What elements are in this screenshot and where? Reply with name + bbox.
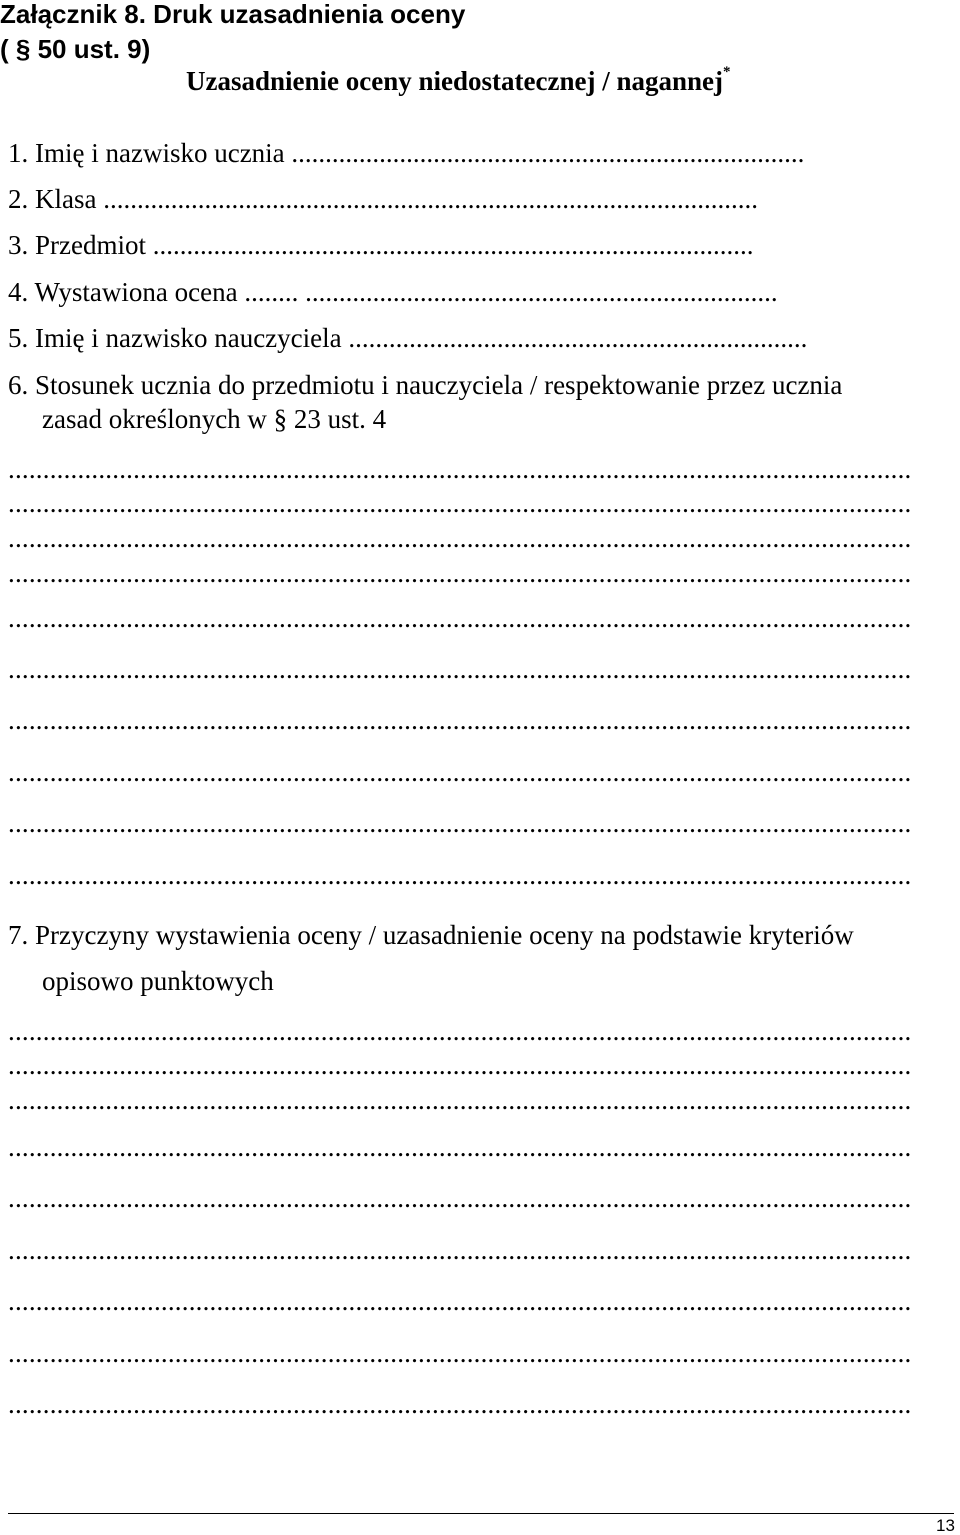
footnote-mark: * <box>722 64 731 80</box>
page-number: 13 <box>936 1516 955 1535</box>
answer-line[interactable]: .................................................................................................................................. <box>8 1391 912 1418</box>
answer-line[interactable]: .................................................................................................................................. <box>8 1340 912 1367</box>
answer-line[interactable]: .................................................................................................................................. <box>8 456 912 483</box>
answer-line[interactable]: .................................................................................................................................. <box>8 1087 912 1114</box>
field-label: 4. Wystawiona ocena <box>8 277 245 307</box>
attachment-heading: Załącznik 8. Druk uzasadnienia oceny <box>0 0 466 29</box>
section-6-heading-cont: zasad określonych w § 23 ust. 4 <box>42 404 387 434</box>
form-title <box>186 64 731 96</box>
fill-dots: .................................................................... <box>348 323 808 353</box>
answer-line[interactable]: .................................................................................................................................. <box>8 810 912 837</box>
field-subject <box>8 232 948 259</box>
field-grade <box>8 279 948 306</box>
fill-dots: ............................................................................ <box>291 138 805 168</box>
answer-line[interactable]: .................................................................................................................................. <box>8 525 912 552</box>
field-student-name <box>8 140 948 167</box>
form-title-text: Uzasadnienie oceny niedostatecznej / nagannej <box>186 66 723 96</box>
answer-line[interactable]: .................................................................................................................................. <box>8 1018 912 1045</box>
answer-line[interactable]: .................................................................................................................................. <box>8 1134 912 1161</box>
answer-line[interactable]: .................................................................................................................................. <box>8 862 912 889</box>
field-label: 2. Klasa <box>8 184 104 214</box>
field-class <box>8 186 948 213</box>
section-7-heading-cont: opisowo punktowych <box>42 966 274 996</box>
section-7-heading: 7. Przyczyny wystawienia oceny / uzasadnienie oceny na podstawie kryteriów <box>8 920 854 950</box>
answer-line[interactable]: .................................................................................................................................. <box>8 490 912 517</box>
section-6-heading: 6. Stosunek ucznia do przedmiotu i nauczyciela / respektowanie przez ucznia <box>8 370 843 400</box>
answer-line[interactable]: .................................................................................................................................. <box>8 759 912 786</box>
fill-dots: ......................................................................................... <box>152 230 754 260</box>
fill-dots: ................................................................................................. <box>103 184 758 214</box>
answer-line[interactable]: .................................................................................................................................. <box>8 1288 912 1315</box>
fill-dots: ........ ...................................................................... <box>244 277 778 307</box>
attachment-reference: ( § 50 ust. 9) <box>0 34 151 64</box>
answer-line[interactable]: .................................................................................................................................. <box>8 1237 912 1264</box>
answer-line[interactable]: .................................................................................................................................. <box>8 560 912 587</box>
field-label: 5. Imię i nazwisko nauczyciela <box>8 323 349 353</box>
answer-line[interactable]: .................................................................................................................................. <box>8 656 912 683</box>
answer-line[interactable]: .................................................................................................................................. <box>8 707 912 734</box>
answer-line[interactable]: .................................................................................................................................. <box>8 1052 912 1079</box>
footer-divider <box>8 1513 954 1514</box>
field-teacher-name <box>8 325 948 352</box>
field-label: 3. Przedmiot <box>8 230 153 260</box>
answer-line[interactable]: .................................................................................................................................. <box>8 605 912 632</box>
field-label: 1. Imię i nazwisko ucznia <box>8 138 292 168</box>
answer-line[interactable]: .................................................................................................................................. <box>8 1185 912 1212</box>
